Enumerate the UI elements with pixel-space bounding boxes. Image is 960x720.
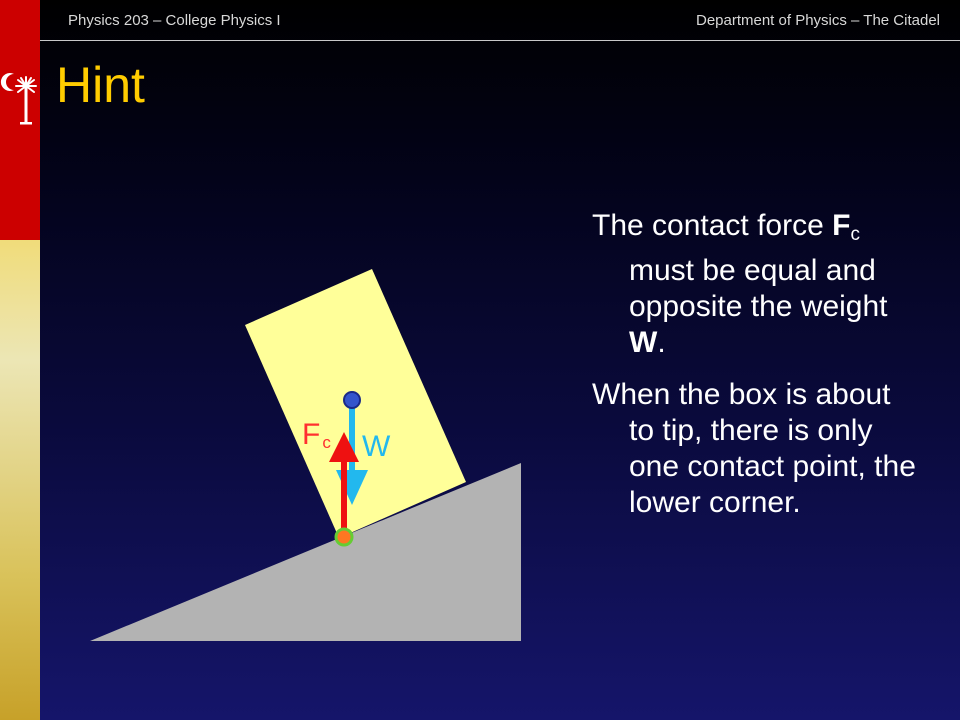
department-name: Department of Physics – The Citadel xyxy=(695,12,940,29)
contact-point-dot xyxy=(336,529,352,545)
contact-force-label: F $_c$ xyxy=(302,418,331,452)
weight-label: W xyxy=(362,430,391,463)
slide-title: Hint xyxy=(56,57,145,113)
bullet-list xyxy=(592,208,922,537)
bullet-contact-force: The contact force $F_c$ must be equal and opposite the weight W. xyxy=(592,209,888,359)
bullet-tipping-point: When the box is about to tip, there is only one contact point, the lower corner. xyxy=(592,378,916,519)
course-name: Physics 203 – College Physics I xyxy=(68,12,281,29)
incline-wedge xyxy=(90,463,521,641)
center-of-mass-dot xyxy=(344,392,360,408)
